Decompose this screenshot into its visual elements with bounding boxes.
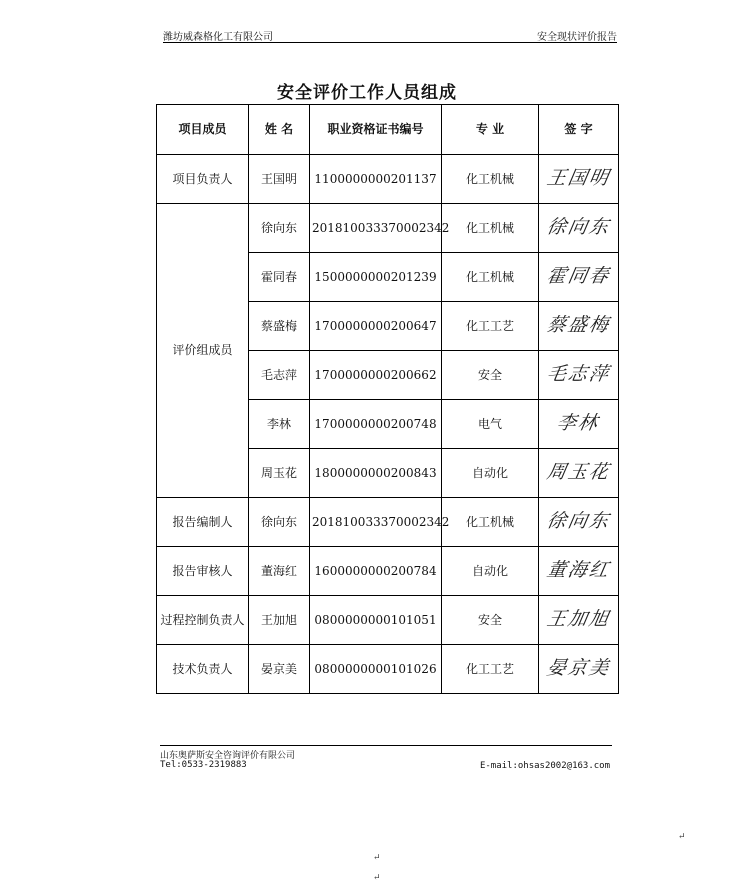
name-cell: 王国明 — [249, 155, 310, 204]
table-row — [157, 498, 619, 547]
signature-cell — [539, 302, 619, 351]
handwritten-signature: 蔡盛梅 — [545, 313, 613, 336]
major-cell: 化工工艺 — [442, 302, 539, 351]
handwritten-signature: 王加旭 — [545, 607, 613, 630]
handwritten-signature: 李林 — [555, 411, 602, 434]
major-cell: 安全 — [442, 351, 539, 400]
role-cell: 技术负责人 — [157, 645, 249, 694]
cert-cell: 201810033370002342 — [310, 204, 442, 253]
col-header-signature: 签 字 — [539, 105, 619, 155]
major-cell: 化工机械 — [442, 498, 539, 547]
handwritten-signature: 徐向东 — [545, 215, 613, 238]
signature-cell — [539, 547, 619, 596]
cert-cell: 0800000000101051 — [310, 596, 442, 645]
cert-cell: 1700000000200748 — [310, 400, 442, 449]
cert-cell: 1500000000201239 — [310, 253, 442, 302]
name-cell: 王加旭 — [249, 596, 310, 645]
paragraph-mark: ↵ — [373, 853, 381, 863]
major-cell: 自动化 — [442, 449, 539, 498]
handwritten-signature: 晏京美 — [545, 656, 613, 679]
role-cell: 报告审核人 — [157, 547, 249, 596]
signature-cell — [539, 498, 619, 547]
name-cell: 徐向东 — [249, 204, 310, 253]
signature-cell — [539, 449, 619, 498]
footer-divider — [160, 745, 612, 746]
signature-cell — [539, 253, 619, 302]
name-cell: 董海红 — [249, 547, 310, 596]
role-cell: 评价组成员 — [157, 204, 249, 498]
name-cell: 李林 — [249, 400, 310, 449]
major-cell: 化工机械 — [442, 204, 539, 253]
signature-cell — [539, 155, 619, 204]
major-cell: 化工工艺 — [442, 645, 539, 694]
cert-cell: 0800000000101026 — [310, 645, 442, 694]
handwritten-signature: 董海红 — [545, 558, 613, 581]
signature-cell — [539, 645, 619, 694]
signature-cell — [539, 351, 619, 400]
cert-cell: 1100000000201137 — [310, 155, 442, 204]
page-header — [163, 26, 617, 43]
name-cell: 霍同春 — [249, 253, 310, 302]
role-cell: 过程控制负责人 — [157, 596, 249, 645]
table-row — [157, 645, 619, 694]
handwritten-signature: 周玉花 — [545, 460, 613, 483]
cert-cell: 1600000000200784 — [310, 547, 442, 596]
table-row — [157, 155, 619, 204]
name-cell: 徐向东 — [249, 498, 310, 547]
name-cell: 毛志萍 — [249, 351, 310, 400]
staff-table — [156, 104, 619, 694]
col-header-cert: 职业资格证书编号 — [310, 105, 442, 155]
col-header-name: 姓 名 — [249, 105, 310, 155]
document-title: 安全评价工作人员组成 — [277, 83, 457, 103]
col-header-major: 专 业 — [442, 105, 539, 155]
role-cell: 报告编制人 — [157, 498, 249, 547]
role-cell: 项目负责人 — [157, 155, 249, 204]
major-cell: 自动化 — [442, 547, 539, 596]
cert-cell: 1700000000200662 — [310, 351, 442, 400]
signature-cell — [539, 204, 619, 253]
col-header-role: 项目成员 — [157, 105, 249, 155]
footer-phone: Tel:0533-2319883 — [160, 760, 247, 770]
paragraph-mark: ↵ — [373, 873, 381, 883]
table-row — [157, 204, 619, 253]
table-row — [157, 547, 619, 596]
header-report-title: 安全现状评价报告 — [537, 32, 617, 43]
table-row — [157, 596, 619, 645]
handwritten-signature: 王国明 — [545, 166, 613, 189]
name-cell: 晏京美 — [249, 645, 310, 694]
cert-cell: 1800000000200843 — [310, 449, 442, 498]
paragraph-mark: ↵ — [678, 832, 686, 842]
name-cell: 周玉花 — [249, 449, 310, 498]
cert-cell: 201810033370002342 — [310, 498, 442, 547]
handwritten-signature: 毛志萍 — [545, 362, 613, 385]
header-company: 潍坊威森格化工有限公司 — [163, 32, 273, 43]
signature-cell — [539, 400, 619, 449]
footer-company: 山东奥萨斯安全咨询评价有限公司 — [160, 751, 296, 761]
table-header-row — [157, 105, 619, 155]
major-cell: 电气 — [442, 400, 539, 449]
major-cell: 化工机械 — [442, 155, 539, 204]
cert-cell: 1700000000200647 — [310, 302, 442, 351]
major-cell: 化工机械 — [442, 253, 539, 302]
footer-email: E-mail:ohsas2002@163.com — [479, 761, 610, 771]
signature-cell — [539, 596, 619, 645]
major-cell: 安全 — [442, 596, 539, 645]
handwritten-signature: 徐向东 — [545, 509, 613, 532]
name-cell: 蔡盛梅 — [249, 302, 310, 351]
handwritten-signature: 霍同春 — [545, 264, 613, 287]
